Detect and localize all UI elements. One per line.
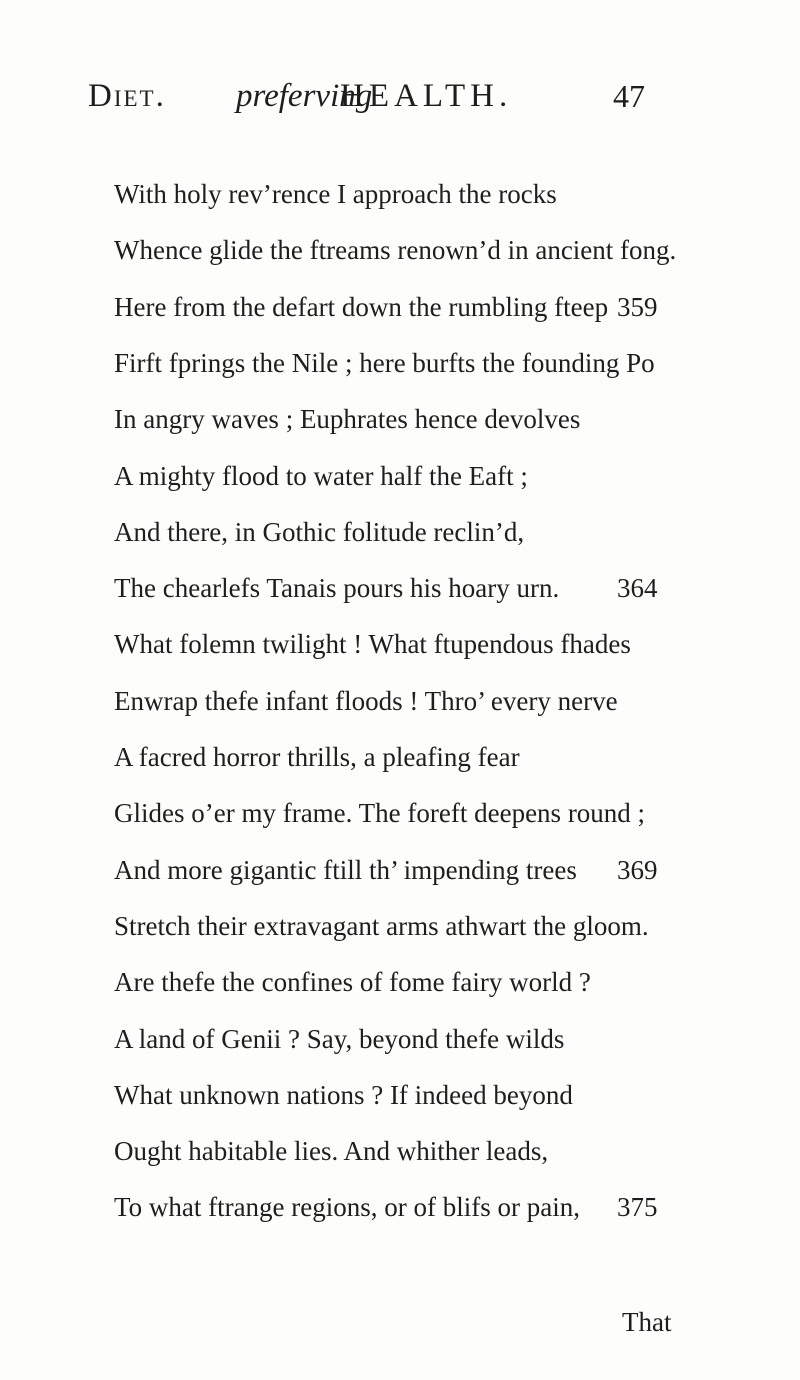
poem-line: Whence glide the ftreams renown’d in ancient fong. bbox=[114, 235, 677, 265]
poem-line: And there, in Gothic folitude reclin’d, bbox=[114, 517, 525, 547]
poem-line: Are thefe the confines of fome fairy world ? bbox=[114, 967, 591, 997]
poem-line: A land of Genii ? Say, beyond thefe wilds bbox=[114, 1024, 565, 1054]
poem-line: Stretch their extravagant arms athwart the gloom. bbox=[114, 911, 649, 941]
poem-line: With holy rev’rence I approach the rocks bbox=[114, 179, 557, 209]
line-number: 364 bbox=[617, 573, 658, 603]
header-center: preferving bbox=[236, 78, 373, 114]
poem-line: To what ftrange regions, or of blifs or pain, bbox=[114, 1192, 580, 1222]
poem-line: Ought habitable lies. And whither leads, bbox=[114, 1136, 549, 1166]
poem-line: The chearlefs Tanais pours his hoary urn. bbox=[114, 573, 560, 603]
line-number: 369 bbox=[617, 855, 658, 885]
poem-line: Glides o’er my frame. The foreft deepens round ; bbox=[114, 798, 646, 828]
poem-line: In angry waves ; Euphrates hence devolves bbox=[114, 404, 581, 434]
header-left: Diet. bbox=[88, 78, 166, 114]
poem-line: Enwrap thefe infant floods ! Thro’ every nerve bbox=[114, 686, 618, 716]
poem-line: Firft fprings the Nile ; here burfts the founding Po bbox=[114, 348, 655, 378]
line-number: 375 bbox=[617, 1192, 658, 1222]
header-right: HEALTH. bbox=[340, 78, 513, 114]
poem-line: And more gigantic ftill th’ impending trees bbox=[114, 855, 577, 885]
running-header bbox=[88, 74, 728, 118]
poem-line: Here from the defart down the rumbling fteep bbox=[114, 292, 609, 322]
line-number: 359 bbox=[617, 292, 658, 322]
poem-line: A mighty flood to water half the Eaft ; bbox=[114, 461, 528, 491]
poem-line: A facred horror thrills, a pleafing fear bbox=[114, 742, 520, 772]
page-number: 47 bbox=[613, 78, 645, 114]
catchword: That bbox=[622, 1307, 672, 1337]
poem-line: What unknown nations ? If indeed beyond bbox=[114, 1080, 573, 1110]
poem-line: What folemn twilight ! What ftupendous fhades bbox=[114, 629, 631, 659]
